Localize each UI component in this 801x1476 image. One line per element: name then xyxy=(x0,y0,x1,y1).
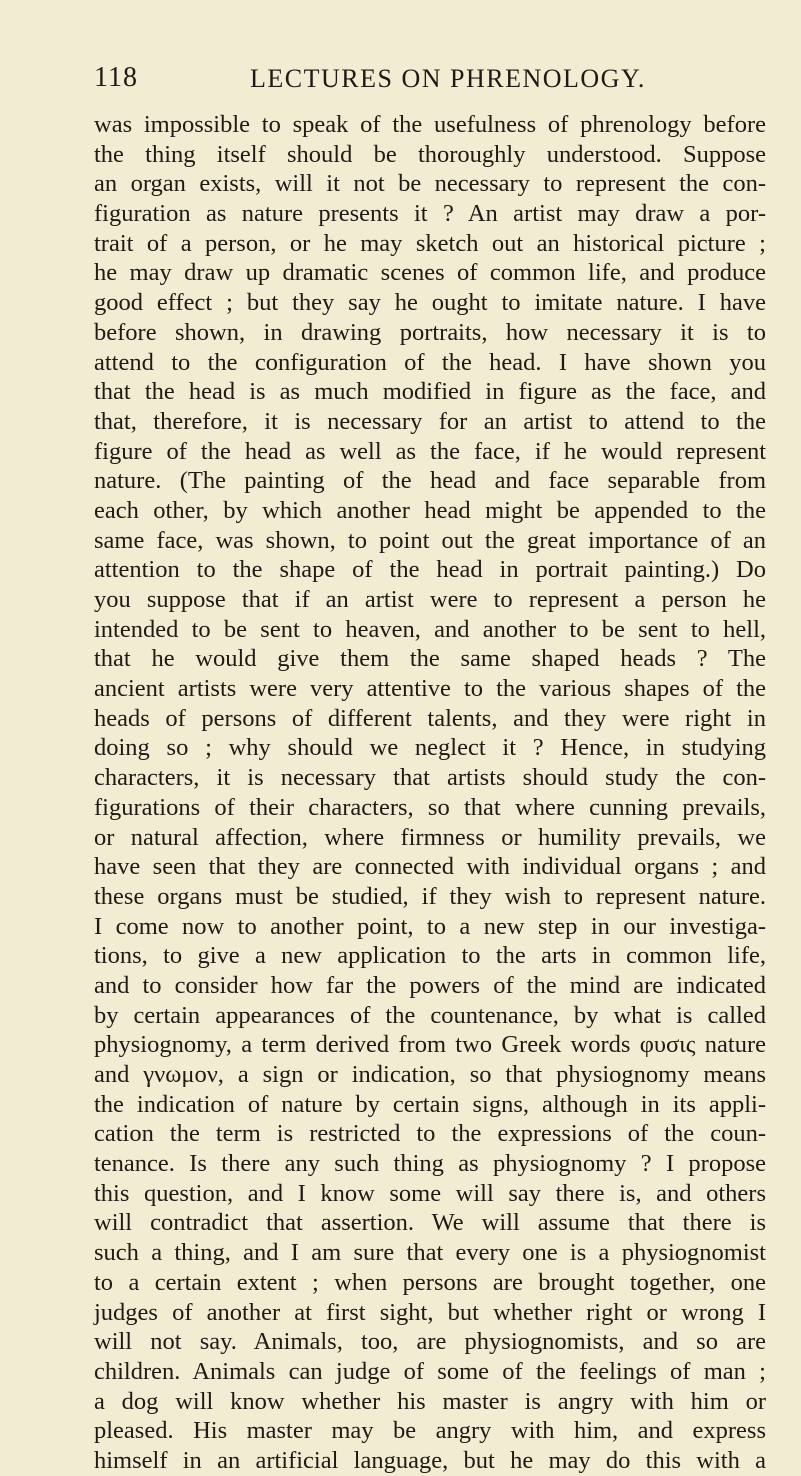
text-line: cation the term is restricted to the expressions of the coun- xyxy=(94,1120,766,1148)
text-line: attend to the configuration of the head. I have shown you xyxy=(94,348,766,376)
text-line: I come now to another point, to a new step in our investiga- xyxy=(94,912,766,940)
text-line: have seen that they are connected with individual organs ; and xyxy=(94,853,766,881)
text-line: the indication of nature by certain signs, although in its appli- xyxy=(94,1090,766,1118)
text-line: physiognomy, a term derived from two Greek words φυσις nature xyxy=(94,1031,766,1059)
text-line: figure of the head as well as the face, if he would represent xyxy=(94,437,766,465)
text-line: that the head is as much modified in figure as the face, and xyxy=(94,378,766,406)
text-line: same face, was shown, to point out the great importance of an xyxy=(94,526,766,554)
text-line: will not say. Animals, too, are physiognomists, and so are xyxy=(94,1328,766,1356)
text-line: pleased. His master may be angry with him, and express xyxy=(94,1417,766,1445)
text-line: the thing itself should be thoroughly understood. Suppose xyxy=(94,140,766,168)
text-line: an organ exists, will it not be necessary to represent the con- xyxy=(94,170,766,198)
text-line: characters, it is necessary that artists should study the con- xyxy=(94,764,766,792)
text-line: intended to be sent to heaven, and another to be sent to hell, xyxy=(94,615,766,643)
text-line: that, therefore, it is necessary for an artist to attend to the xyxy=(94,407,766,435)
text-line: judges of another at first sight, but whether right or wrong I xyxy=(94,1298,766,1326)
text-line: ancient artists were very attentive to the various shapes of the xyxy=(94,675,766,703)
text-line: tions, to give a new application to the arts in common life, xyxy=(94,942,766,970)
text-line: good effect ; but they say he ought to imitate nature. I have xyxy=(94,289,766,317)
text-line: trait of a person, or he may sketch out an historical picture ; xyxy=(94,229,766,257)
text-line: such a thing, and I am sure that every one is a physiognomist xyxy=(94,1239,766,1267)
text-line: this question, and I know some will say there is, and others xyxy=(94,1179,766,1207)
text-line: heads of persons of different talents, and they were right in xyxy=(94,704,766,732)
text-line: to a certain extent ; when persons are brought together, one xyxy=(94,1268,766,1296)
text-line: will contradict that assertion. We will assume that there is xyxy=(94,1209,766,1237)
text-line: that he would give them the same shaped heads ? The xyxy=(94,645,766,673)
body-text xyxy=(94,110,766,1476)
page-number: 118 xyxy=(94,62,138,93)
text-line: children. Animals can judge of some of the feelings of man ; xyxy=(94,1357,766,1385)
text-line: by certain appearances of the countenance, by what is called xyxy=(94,1001,766,1029)
text-line: figurations of their characters, so that where cunning prevails, xyxy=(94,793,766,821)
text-line: figuration as nature presents it ? An artist may draw a por- xyxy=(94,200,766,228)
text-line: or natural affection, where firmness or humility prevails, we xyxy=(94,823,766,851)
text-line: and to consider how far the powers of the mind are indicated xyxy=(94,971,766,999)
text-line: himself in an artificial language, but he may do this with a xyxy=(94,1446,766,1474)
text-line: you suppose that if an artist were to represent a person he xyxy=(94,586,766,613)
text-line: attention to the shape of the head in portrait painting.) Do xyxy=(94,556,766,584)
text-line: each other, by which another head might be appended to the xyxy=(94,496,766,524)
text-line: and γνωμον, a sign or indication, so that physiognomy means xyxy=(94,1061,766,1088)
text-line: was impossible to speak of the usefulness of phrenology before xyxy=(94,111,766,138)
text-line: he may draw up dramatic scenes of common life, and produce xyxy=(94,259,766,287)
text-line: doing so ; why should we neglect it ? Hence, in studying xyxy=(94,734,766,762)
page-header xyxy=(0,60,801,100)
text-line: tenance. Is there any such thing as physiognomy ? I propose xyxy=(94,1150,766,1178)
text-line: these organs must be studied, if they wish to represent nature. xyxy=(94,882,766,910)
text-line: before shown, in drawing portraits, how necessary it is to xyxy=(94,318,766,346)
text-line: a dog will know whether his master is angry with him or xyxy=(94,1387,766,1415)
running-head: LECTURES ON PHRENOLOGY. xyxy=(250,64,646,93)
text-line: nature. (The painting of the head and face separable from xyxy=(94,467,766,495)
